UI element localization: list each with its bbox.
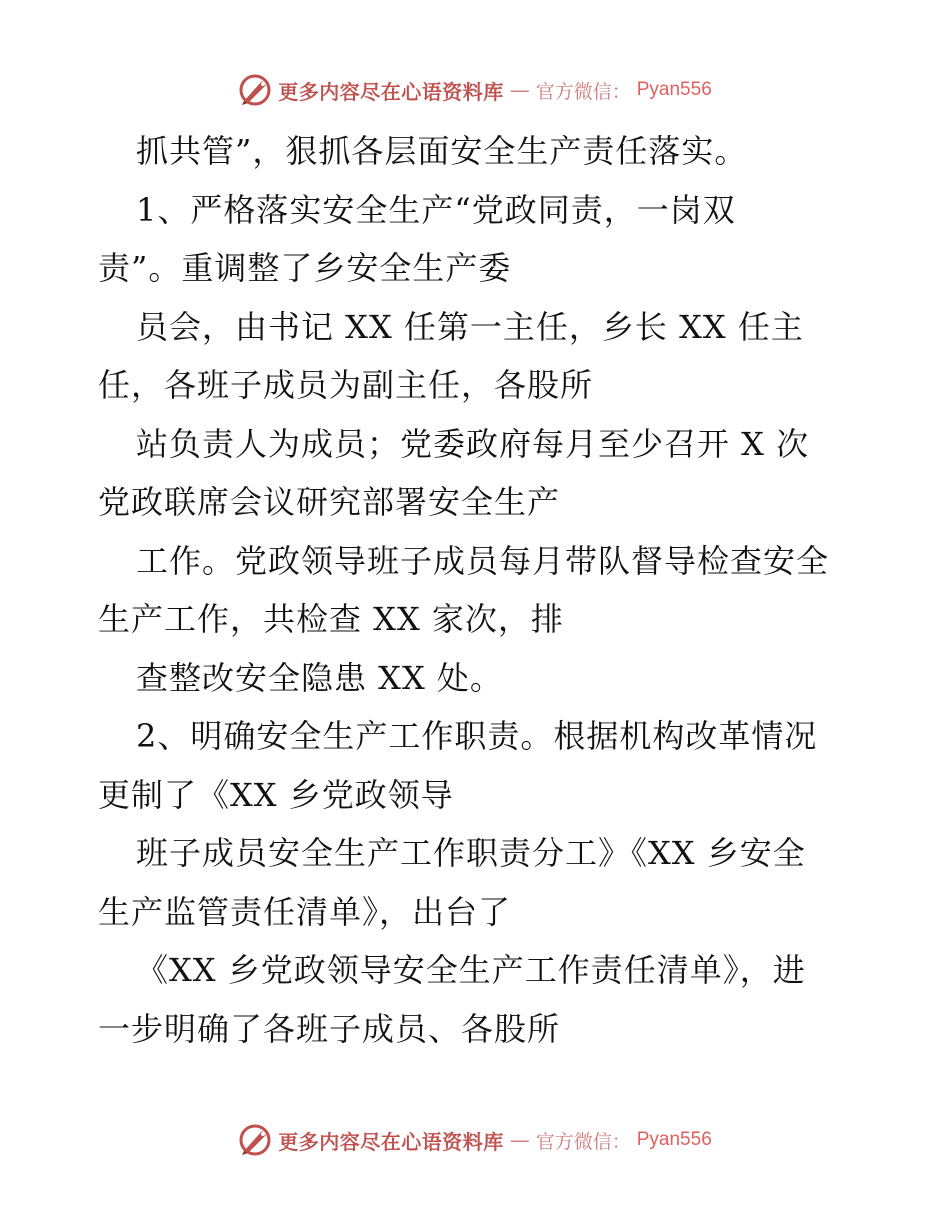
text-line: 抓共管”，狠抓各层面安全生产责任落实。: [136, 132, 748, 170]
header-watermark: [0, 70, 950, 110]
text-line: 查整改安全隐患 XX 处。: [136, 658, 503, 697]
document-body: [98, 122, 858, 1058]
watermark-separator: —: [509, 78, 530, 102]
text-line: 更制了《XX 乡党政领导: [98, 775, 454, 814]
text-line: 《XX 乡党政领导安全生产工作责任清单》，进: [136, 951, 806, 989]
text-line: 责”。重调整了乡安全生产委: [98, 249, 512, 287]
footer-watermark: [0, 1120, 950, 1160]
text-line: 党政联席会议研究部署安全生产: [98, 483, 561, 521]
watermark-wechat-id: Pyan556: [636, 79, 712, 100]
watermark-wechat-label: 官方微信：: [535, 1130, 631, 1153]
watermark-wechat-id: Pyan556: [636, 1129, 712, 1150]
text-line: 一步明确了各班子成员、各股所: [98, 1009, 561, 1048]
text-line: 1、严格落实安全生产“党政同责，一岗双: [136, 190, 736, 229]
text-line: 任，各班子成员为副主任，各股所: [98, 366, 594, 404]
text-line: 站负责人为成员；党委政府每月至少召开 X 次: [136, 424, 810, 463]
watermark-separator: —: [509, 1128, 530, 1152]
watermark-site-text: 更多内容尽在心语资料库: [278, 1129, 504, 1154]
text-line: 员会，由书记 XX 任第一主任，乡长 XX 任主: [136, 307, 804, 346]
text-line: 生产监管责任清单》，出台了: [98, 892, 512, 931]
watermark-wechat-label: 官方微信：: [535, 80, 631, 103]
text-line: 生产工作，共检查 XX 家次，排: [98, 600, 564, 638]
text-line: 班子成员安全生产工作职责分工》《XX 乡安全: [136, 834, 806, 872]
text-line: 2、明确安全生产工作职责。根据机构改革情况: [136, 717, 818, 755]
pen-logo-icon: [238, 73, 272, 107]
watermark-site-text: 更多内容尽在心语资料库: [278, 79, 504, 104]
text-line: 工作。党政领导班子成员每月带队督导检查安全: [136, 541, 830, 580]
pen-logo-icon: [238, 1123, 272, 1157]
